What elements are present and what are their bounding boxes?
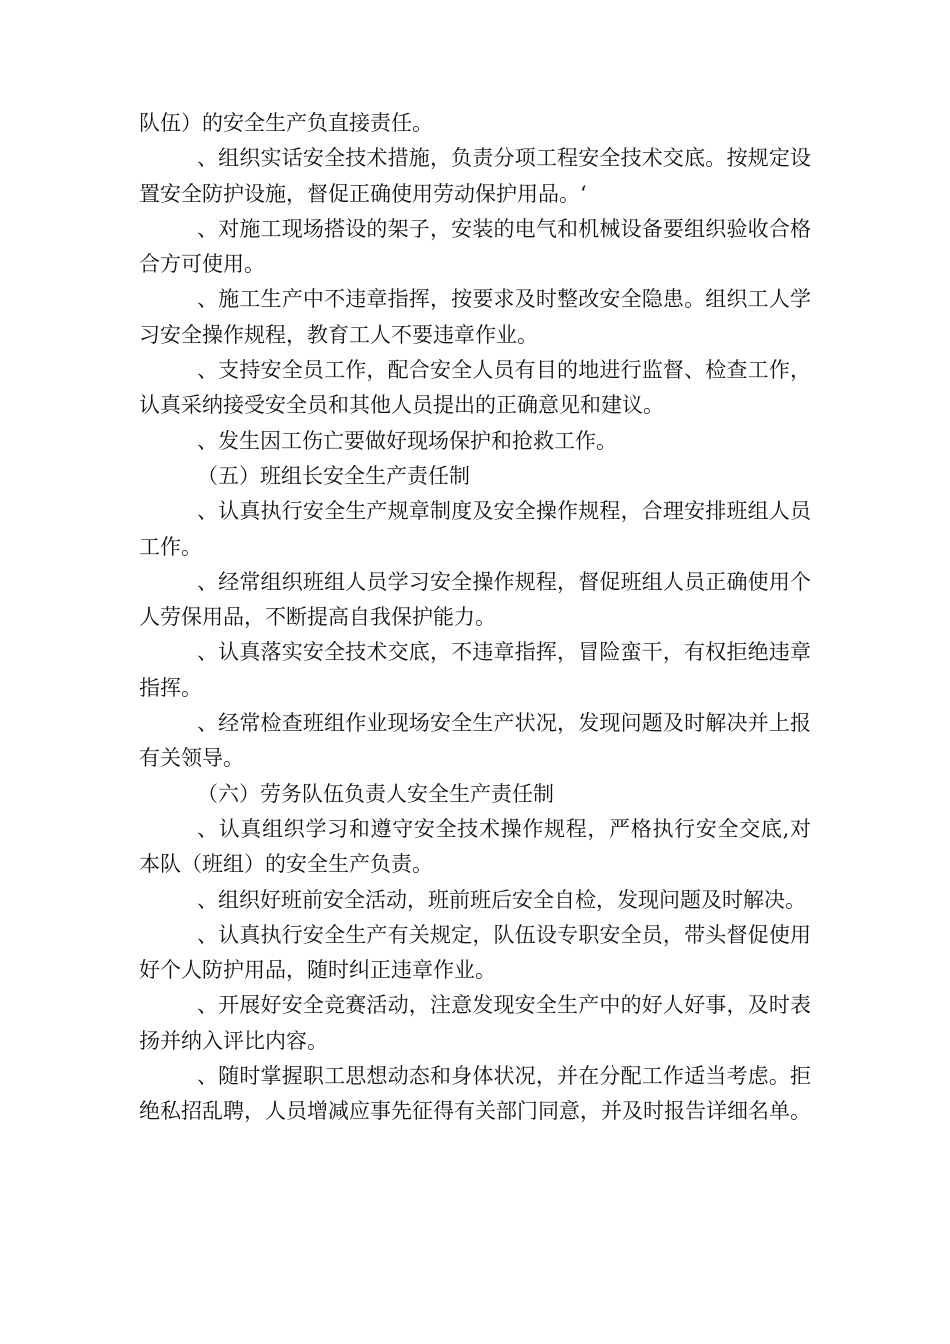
section-heading: （五）班组长安全生产责任制: [197, 463, 470, 488]
paragraph: 、开展好安全竞赛活动，注意发现安全生产中的好人好事，及时表扬并纳入评比内容。: [139, 993, 811, 1053]
paragraph: 、经常组织班组人员学习安全操作规程，督促班组人员正确使用个人劳保用品，不断提高自我保护能力。: [139, 569, 811, 630]
paragraph: 、支持安全员工作，配合安全人员有目的地进行监督、检查工作，认真采纳接受安全员和其他人员提出的正确意见和建议。: [139, 358, 811, 418]
paragraph: 、随时掌握职工思想动态和身体状况，并在分配工作适当考虑。拒绝私招乱聘，人员增减应事先征得有关部门同意，并及时报告详细名单。: [139, 1064, 811, 1124]
paragraph: 、发生因工伤亡要做好现场保护和抢救工作。: [197, 428, 617, 453]
section-heading: （六）劳务队伍负责人安全生产责任制: [197, 781, 554, 806]
paragraph: 、对施工现场搭设的架子，安装的电气和机械设备要组织验收合格合方可使用。: [139, 216, 811, 277]
paragraph: 、施工生产中不违章指挥，按要求及时整改安全隐患。组织工人学习安全操作规程，教育工人不要违章作业。: [139, 287, 811, 347]
paragraph: 、认真执行安全生产有关规定，队伍设专职安全员，带头督促使用好个人防护用品，随时纠正违章作业。: [139, 922, 811, 983]
paragraph: 、组织好班前安全活动，班前班后安全自检，发现问题及时解决。: [197, 887, 806, 912]
paragraph: 、认真执行安全生产规章制度及安全操作规程，合理安排班组人员工作。: [139, 499, 811, 559]
document-body: [139, 106, 811, 1130]
paragraph: 、认真落实安全技术交底，不违章指挥，冒险蛮干，有权拒绝违章指挥。: [139, 640, 811, 700]
paragraph: 、组织实话安全技术措施，负责分项工程安全技术交底。按规定设置安全防护设施，督促正确使用劳动保护用品。‘: [139, 146, 811, 206]
paragraph: 、经常检查班组作业现场安全生产状况，发现问题及时解决并上报有关领导。: [139, 711, 811, 771]
paragraph: 、认真组织学习和遵守安全技术操作规程，严格执行安全交底,对本队（班组）的安全生产负责。: [139, 816, 811, 877]
paragraph: 队伍）的安全生产负直接责任。: [139, 111, 433, 135]
